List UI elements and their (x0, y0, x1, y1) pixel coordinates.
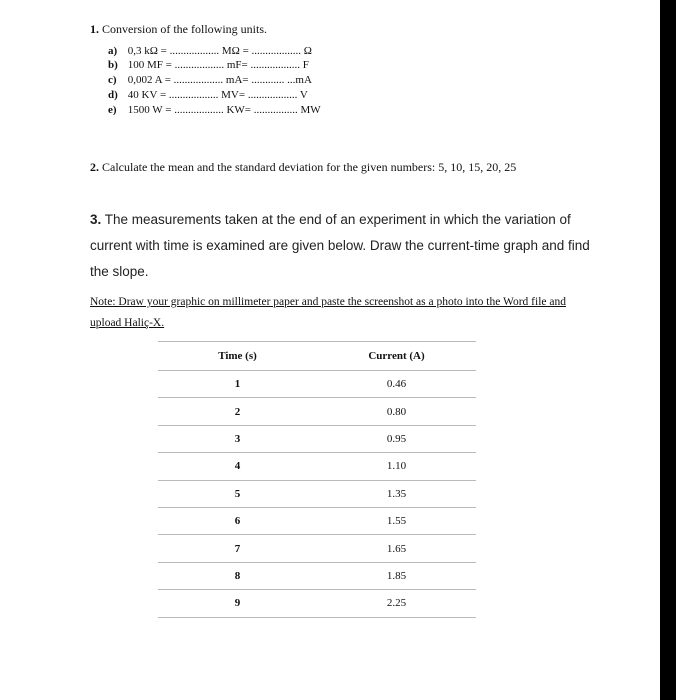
table-row (158, 562, 476, 589)
conversion-item-b (108, 59, 309, 71)
current-cell: 1.65 (317, 535, 476, 562)
conversion-item-a (108, 45, 312, 57)
time-cell: 8 (158, 562, 317, 589)
conversion-item-d (108, 89, 308, 101)
time-cell: 4 (158, 453, 317, 480)
time-cell: 9 (158, 590, 317, 617)
time-cell: 7 (158, 535, 317, 562)
item-label: e) (108, 104, 117, 116)
conversion-item-e (108, 104, 321, 116)
header-time: Time (s) (158, 342, 317, 371)
table-row (158, 535, 476, 562)
current-cell: 0.46 (317, 371, 476, 398)
item-text: 0,002 A = .................. mA= ............ ...mA (127, 74, 312, 86)
item-label: c) (108, 74, 117, 86)
item-label: d) (108, 89, 118, 101)
item-text: 1500 W = .................. KW= ................ MW (127, 104, 321, 116)
item-text: 100 MF = .................. mF= .................. F (127, 59, 309, 71)
time-cell: 2 (158, 398, 317, 425)
time-cell: 6 (158, 507, 317, 534)
question-1-title (90, 22, 267, 37)
time-cell: 5 (158, 480, 317, 507)
current-cell: 1.85 (317, 562, 476, 589)
question-2-number: 2. (90, 160, 99, 174)
time-cell: 3 (158, 425, 317, 452)
item-text: 0,3 kΩ = .................. MΩ = .................. Ω (127, 45, 312, 57)
table-row (158, 480, 476, 507)
question-3-text: The measurements taken at the end of an experiment in which the variation of current with time is examined are given below. Draw the current-time graph and find the slope. (90, 212, 590, 279)
current-cell: 1.35 (317, 480, 476, 507)
current-cell: 2.25 (317, 590, 476, 617)
table-row (158, 371, 476, 398)
item-label: b) (108, 59, 118, 71)
current-cell: 0.80 (317, 398, 476, 425)
question-2-text: Calculate the mean and the standard deviation for the given numbers: 5, 10, 15, 20, 25 (102, 160, 517, 174)
question-3 (90, 207, 590, 285)
table-row (158, 507, 476, 534)
question-2 (90, 160, 516, 175)
current-cell: 1.10 (317, 453, 476, 480)
table-header-row (158, 342, 476, 371)
measurement-table (158, 341, 476, 618)
note-text: Note: Draw your graphic on millimeter paper and paste the screenshot as a photo into the Word file and upload Haliç-X. (90, 296, 566, 329)
item-text: 40 KV = .................. MV= .................. V (127, 89, 308, 101)
item-label: a) (108, 45, 118, 57)
table-row (158, 425, 476, 452)
table-row (158, 398, 476, 425)
current-cell: 1.55 (317, 507, 476, 534)
header-current: Current (A) (317, 342, 476, 371)
current-cell: 0.95 (317, 425, 476, 452)
question-3-number: 3. (90, 212, 102, 227)
table-row (158, 453, 476, 480)
conversion-item-c (108, 74, 312, 86)
time-cell: 1 (158, 371, 317, 398)
question-1-number: 1. (90, 22, 99, 36)
table-row (158, 590, 476, 617)
question-1-text: Conversion of the following units. (102, 22, 267, 36)
